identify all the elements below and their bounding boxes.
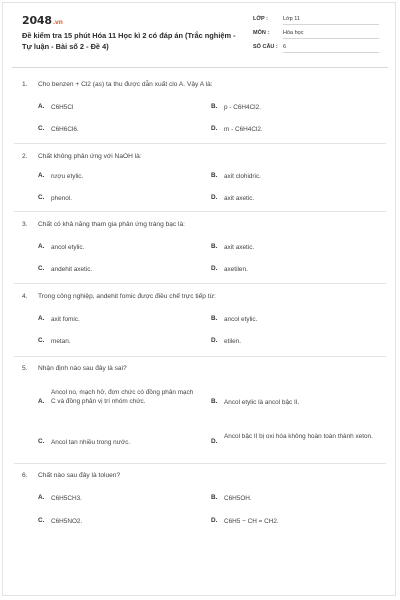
question-text: Chất nào sau đây là toluen? [38, 472, 121, 479]
question-number: 1. [22, 81, 28, 88]
option-letter: C. [38, 517, 45, 524]
question-text: Chất có khả năng tham gia phản ứng tráng bạc là: [38, 221, 186, 228]
logo-suffix: .vn [52, 19, 63, 26]
count-label: SỐ CÂU : [253, 44, 278, 50]
option-text: Ancol bậc II bị oxi hóa không hoàn toàn thành xeton. [224, 433, 373, 440]
option-text: C6H6Cl6. [51, 126, 79, 133]
option-text: m - C6H4Cl2. [224, 126, 263, 133]
class-value: Lớp 11 [283, 16, 379, 25]
option-letter: B. [211, 494, 218, 501]
option-letter: A. [38, 315, 45, 322]
option-text: C6H5CH3. [51, 495, 82, 502]
question-divider [14, 283, 386, 284]
question-divider [14, 143, 386, 144]
option-text: p - C6H4Cl2. [224, 104, 261, 111]
option-letter: A. [38, 398, 45, 405]
option-text: C6H5 − CH = CH2. [224, 518, 279, 525]
option-letter: C. [38, 438, 45, 445]
count-value: 6 [283, 44, 379, 53]
option-letter: B. [211, 398, 218, 405]
question-divider [14, 356, 386, 357]
document-title: Đề kiểm tra 15 phút Hóa 11 Học kì 2 có đáp án (Trắc nghiệm - Tự luận - Bài số 2 - Đề 4) [22, 31, 236, 51]
question-number: 5. [22, 365, 28, 372]
option-text: axit clohidric. [224, 173, 261, 180]
question-number: 4. [22, 293, 28, 300]
option-letter: D. [211, 337, 218, 344]
option-text: axetilen. [224, 266, 248, 273]
site-logo[interactable] [22, 14, 63, 27]
question-text: Chất không phản ứng với NaOH là: [38, 153, 142, 160]
option-text: rượu etylic. [51, 173, 84, 180]
option-text: Ancol no, mạch hở, đơn chức có đồng phân mạch C và đồng phân vị trí nhóm chức. [51, 389, 194, 405]
option-letter: C. [38, 194, 45, 201]
option-text: axit axetic. [224, 195, 255, 202]
option-letter: B. [211, 243, 218, 250]
question-text: Nhận định nào sau đây là sai? [38, 365, 127, 372]
option-letter: A. [38, 172, 45, 179]
option-letter: A. [38, 494, 45, 501]
option-text: axit axetic. [224, 244, 255, 251]
option-text: C6H5Cl [51, 104, 74, 111]
option-letter: D. [211, 125, 218, 132]
option-text: Ancol etylic là ancol bậc II. [224, 399, 300, 406]
option-letter: B. [211, 103, 218, 110]
question-number: 2. [22, 153, 28, 160]
option-text: andehit axetic. [51, 266, 93, 273]
option-letter: D. [211, 265, 218, 272]
option-letter: B. [211, 315, 218, 322]
question-divider [14, 463, 386, 464]
subject-label: MÔN : [253, 30, 270, 36]
option-text: ancol etylic. [51, 244, 85, 251]
option-text: axit fomic. [51, 316, 80, 323]
question-text: Cho benzen + Cl2 (as) ta thu được dẫn xuất clo A. Vậy A là: [38, 81, 213, 88]
subject-value: Hóa học [283, 30, 379, 39]
option-text: metan. [51, 338, 71, 345]
option-text: Ancol tan nhiều trong nước. [51, 439, 131, 446]
option-letter: C. [38, 337, 45, 344]
option-letter: D. [211, 438, 218, 445]
option-letter: A. [38, 103, 45, 110]
option-letter: C. [38, 125, 45, 132]
option-text: C6H5OH. [224, 495, 252, 502]
question-divider [14, 211, 386, 212]
option-letter: C. [38, 265, 45, 272]
question-number: 3. [22, 221, 28, 228]
question-text: Trong công nghiệp, andehit fomic được điều chế trực tiếp từ: [38, 293, 216, 300]
question-number: 6. [22, 472, 28, 479]
option-letter: B. [211, 172, 218, 179]
option-letter: D. [211, 517, 218, 524]
option-text: C6H5NO2. [51, 518, 83, 525]
option-text: etilen. [224, 338, 242, 345]
logo-text: 2048 [22, 14, 52, 27]
option-text: phenol. [51, 195, 72, 202]
class-label: LỚP : [253, 16, 268, 22]
header-divider [12, 67, 388, 68]
option-letter: D. [211, 194, 218, 201]
option-text: ancol etylic. [224, 316, 258, 323]
option-letter: A. [38, 243, 45, 250]
